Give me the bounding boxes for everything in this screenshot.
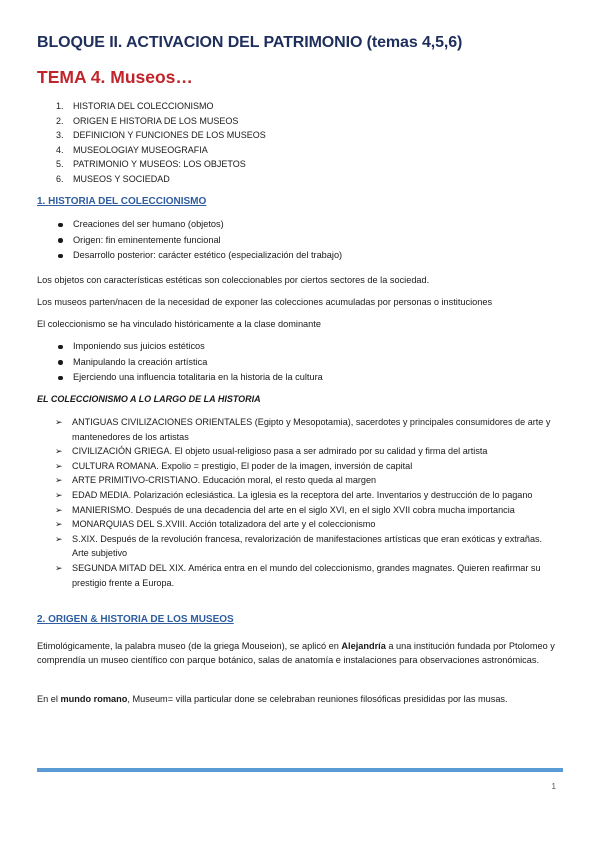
history-text: CIVILIZACIÓN GRIEGA. El objeto usual-religioso pasa a ser admirado por su calidad y firma del artista: [72, 446, 488, 457]
history-text: MANIERISMO. Después de una decadencia del arte en el siglo XVI, en el siglo XVII cobra mucha importancia: [72, 504, 515, 515]
list-item: Creaciones del ser humano (objetos): [57, 217, 342, 233]
arrow-bullet-icon: ➢: [55, 504, 63, 515]
list-item: [55, 473, 560, 488]
tema-title: TEMA 4. Museos…: [37, 67, 193, 87]
toc-num: 5.: [56, 159, 64, 170]
list-item: Origen: fin eminentemente funcional: [57, 233, 342, 249]
list-item: Ejerciendo una influencia totalitaria en la historia de la cultura: [57, 370, 323, 386]
bold-term: Alejandría: [341, 641, 386, 651]
list-item: [55, 415, 560, 444]
toc-num: 3.: [56, 130, 64, 141]
toc-num: 4.: [56, 144, 64, 155]
table-of-contents: [56, 99, 266, 187]
history-text: SEGUNDA MITAD DEL XIX. América entra en el mundo del coleccionismo, grandes magnates. Quieren reafirmar su prestigio frente a Europa.: [72, 562, 541, 588]
toc-item: [56, 143, 266, 158]
toc-num: 2.: [56, 115, 64, 126]
section1-bullets-2: [57, 339, 323, 386]
toc-item: [56, 128, 266, 143]
section2-heading: [37, 614, 234, 625]
list-item: [55, 488, 560, 503]
arrow-bullet-icon: ➢: [55, 460, 63, 471]
toc-item: [56, 172, 266, 187]
paragraph: [37, 639, 567, 667]
toc-label: ORIGEN E HISTORIA DE LOS MUSEOS: [73, 115, 239, 126]
footer-rule: [37, 768, 563, 772]
paragraph: [37, 692, 567, 706]
arrow-bullet-icon: ➢: [55, 489, 63, 500]
toc-label: HISTORIA DEL COLECCIONISMO: [73, 101, 214, 111]
paragraph: Los objetos con características estéticas son coleccionables por ciertos sectores de la sociedad.: [37, 275, 430, 285]
toc-num: 1.: [56, 101, 64, 111]
document-title: BLOQUE II. ACTIVACION DEL PATRIMONIO (temas 4,5,6): [37, 34, 463, 51]
list-item: Manipulando la creación artística: [57, 355, 323, 371]
history-text: ARTE PRIMITIVO-CRISTIANO. Educación moral, el resto queda al margen: [72, 475, 377, 486]
list-item: Imponiendo sus juicios estéticos: [57, 339, 323, 355]
paragraph: El coleccionismo se ha vinculado históricamente a la clase dominante: [37, 319, 321, 329]
history-subheading: EL COLECCIONISMO A LO LARGO DE LA HISTORIA: [37, 394, 261, 404]
arrow-bullet-icon: ➢: [55, 475, 63, 486]
history-text: MONARQUIAS DEL S.XVIII. Acción totalizadora del arte y el coleccionismo: [72, 519, 376, 530]
section1-heading: [37, 196, 206, 207]
section1-bullets: [57, 217, 342, 264]
text-span: En el: [37, 694, 61, 704]
list-item: Desarrollo posterior: carácter estético (especialización del trabajo): [57, 248, 342, 264]
section1-num: 1.: [37, 196, 46, 207]
section1-title: HISTORIA DEL COLECCIONISMO: [48, 196, 207, 207]
arrow-bullet-icon: ➢: [55, 562, 63, 573]
list-item: [55, 459, 560, 474]
toc-num: 6.: [56, 173, 64, 184]
list-item: [55, 444, 560, 459]
text-span: , Museum= villa particular done se celebraban reuniones filosóficas presididas por las musas.: [127, 694, 508, 704]
bold-term: mundo romano: [60, 694, 128, 704]
arrow-bullet-icon: ➢: [55, 446, 63, 457]
arrow-bullet-icon: ➢: [55, 533, 63, 544]
section2-num: 2.: [37, 614, 46, 625]
history-text: CULTURA ROMANA. Expolio = prestigio, El poder de la imagen, inversión de capital: [72, 460, 413, 471]
page-number: 1: [551, 782, 556, 791]
list-item: [55, 561, 560, 590]
arrow-bullet-icon: ➢: [55, 417, 63, 427]
paragraph: Los museos parten/nacen de la necesidad de exponer las colecciones acumuladas por personas o instituciones: [37, 297, 493, 307]
list-item: [55, 517, 560, 532]
toc-item: [56, 114, 266, 129]
toc-item: [56, 99, 266, 114]
list-item: [55, 503, 560, 518]
toc-item: [56, 157, 266, 172]
toc-label: PATRIMONIO Y MUSEOS: LOS OBJETOS: [73, 159, 246, 170]
list-item: [55, 532, 560, 561]
history-text: EDAD MEDIA. Polarización eclesiástica. La iglesia es la receptora del arte. Inventarios y destrucción de lo pagano: [72, 489, 533, 500]
toc-label: DEFINICION Y FUNCIONES DE LOS MUSEOS: [73, 130, 266, 141]
text-span: Etimológicamente, la palabra museo (de la griega Mouseion), se aplicó en: [37, 641, 342, 651]
history-text: ANTIGUAS CIVILIZACIONES ORIENTALES (Egipto y Mesopotamia), sacerdotes y principales consumidores de arte y mantenedores de los artistas: [72, 417, 551, 442]
text-span: a una institución fundada por Ptolomeo y comprendía un museo científico con parque botánico, salas de anatomía e instalaciones para observaciones astronómicas.: [37, 641, 555, 665]
section2-title: ORIGEN & HISTORIA DE LOS MUSEOS: [48, 614, 234, 625]
history-list: [55, 415, 560, 590]
history-text: S.XIX. Después de la revolución francesa, revalorización de manifestaciones artísticas que eran exóticas y extrañas. Arte subjetivo: [72, 533, 543, 559]
toc-label: MUSEOLOGIAY MUSEOGRAFIA: [73, 144, 208, 155]
arrow-bullet-icon: ➢: [55, 519, 63, 530]
toc-label: MUSEOS Y SOCIEDAD: [73, 173, 170, 184]
